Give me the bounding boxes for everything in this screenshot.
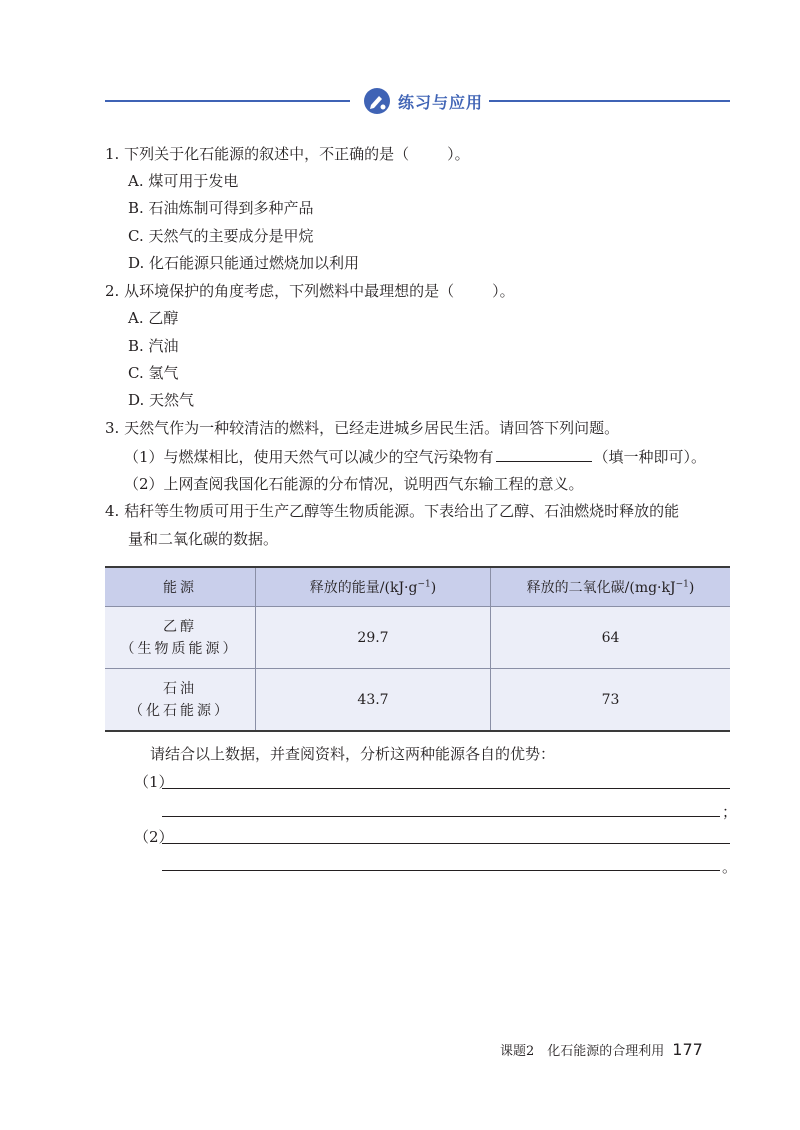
cell-source: 石油 （化石能源） [105, 669, 256, 732]
q1-option-c: C. 天然气的主要成分是甲烷 [128, 227, 314, 245]
q3-sub-1: （1）与燃煤相比，使用天然气可以减少的空气污染物有 （填一种即可）。 [124, 448, 707, 466]
q2-option-d: D. 天然气 [128, 391, 195, 409]
page-number: 177 [672, 1040, 703, 1059]
question-4: 4. 秸秆等生物质可用于生产乙醇等生物质能源。下表给出了乙醇、石油燃烧时释放的能 [105, 502, 680, 520]
page-footer [500, 1040, 703, 1059]
answer-2-line-2[interactable] [162, 870, 720, 871]
q4-prompt: 请结合以上数据，并查阅资料，分析这两种能源各自的优势： [150, 745, 556, 763]
answer-2-end: 。 [722, 858, 738, 876]
cell-energy: 29.7 [256, 607, 491, 669]
cell-energy: 43.7 [256, 669, 491, 732]
cell-source: 乙醇 （生物质能源） [105, 607, 256, 669]
answer-2-label: （2） [134, 828, 174, 846]
table-row [105, 669, 730, 732]
q1-option-a: A. 煤可用于发电 [128, 172, 239, 190]
q3-answer-blank[interactable] [496, 446, 592, 462]
question-2: 2. 从环境保护的角度考虑，下列燃料中最理想的是（ ）。 [105, 282, 515, 300]
answer-1-end: ； [722, 803, 738, 821]
header-energy-released: 释放的能量$/(kJ\cdot g^{-1})$ [256, 567, 491, 607]
energy-table [105, 566, 730, 732]
header-co2-released: 释放的二氧化碳$/(mg\cdot kJ^{-1})$ [491, 567, 731, 607]
q2-option-b: B. 汽油 [128, 337, 179, 355]
answer-2-line-1[interactable] [162, 843, 730, 844]
question-1: 1. 下列关于化石能源的叙述中，不正确的是（ ）。 [105, 145, 470, 163]
q1-option-b: B. 石油炼制可得到多种产品 [128, 199, 314, 217]
q2-option-a: A. 乙醇 [128, 309, 179, 327]
table-row [105, 607, 730, 669]
question-4-cont: 量和二氧化碳的数据。 [128, 530, 279, 548]
pencil-icon [364, 88, 390, 114]
header-energy-source: 能源 [105, 567, 256, 607]
answer-1-label: （1） [134, 773, 174, 791]
chapter-title: 课题2 化石能源的合理利用 [500, 1044, 665, 1059]
section-title: 练习与应用 [398, 92, 484, 112]
q1-option-d: D. 化石能源只能通过燃烧加以利用 [128, 254, 360, 272]
q2-option-c: C. 氢气 [128, 364, 179, 382]
answer-1-line-2[interactable] [162, 816, 720, 817]
answer-1-line-1[interactable] [162, 788, 730, 789]
q3-sub-2: （2）上网查阅我国化石能源的分布情况，说明西气东输工程的意义。 [124, 475, 584, 493]
header-rule-right [485, 100, 730, 102]
header-rule-left [105, 100, 350, 102]
table-header-row [105, 567, 730, 607]
cell-co2: 64 [491, 607, 731, 669]
cell-co2: 73 [491, 669, 731, 732]
question-3: 3. 天然气作为一种较清洁的燃料，已经走进城乡居民生活。请回答下列问题。 [105, 419, 620, 437]
section-header [358, 86, 489, 116]
